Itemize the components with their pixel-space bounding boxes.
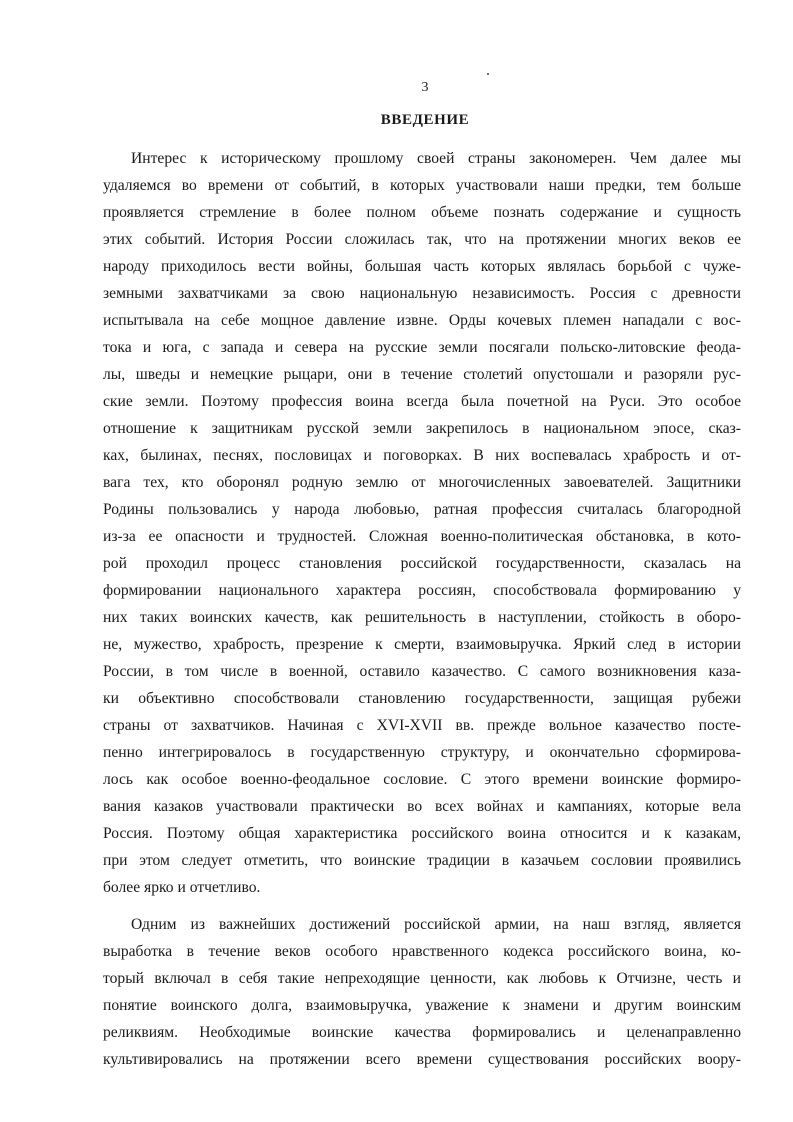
text-line: вания казаков участвовали практически во всех войнах и кампаниях, которые вела: [103, 798, 741, 815]
text-line: вага тех, кто оборонял родную землю от многочисленных завоевателей. Защитники: [103, 474, 741, 491]
text-line: пенно интегрировалось в государственную структуру, и окончательно сформирова-: [103, 744, 741, 761]
text-line: народу приходилось вести войны, большая часть которых являлась борьбой с чуже-: [103, 258, 741, 275]
text-line: ки объективно способствовали становлению государственности, защищая рубежи: [103, 690, 741, 707]
text-line: формировании национального характера россиян, способствовала формированию у: [103, 582, 741, 599]
text-line: выработка в течение веков особого нравственного кодекса российского воина, ко-: [103, 943, 741, 960]
text-line: реликвиям. Необходимые воинские качества формировались и целенаправленно: [103, 1024, 741, 1041]
text-line: отношение к защитникам русской земли закрепилось в национальном эпосе, сказ-: [103, 420, 741, 437]
text-line: Одним из важнейших достижений российской армии, на наш взгляд, является: [131, 916, 741, 933]
text-line: проявляется стремление в более полном объеме познать содержание и сущность: [103, 204, 741, 221]
text-line: рой проходил процесс становления российской государственности, сказалась на: [103, 555, 741, 572]
page-number: 3: [421, 80, 429, 95]
text-line: Родины пользовались у народа любовью, ратная профессия считалась благородной: [103, 501, 741, 518]
section-heading: ВВЕДЕНИЕ: [380, 112, 470, 128]
text-line: них таких воинских качеств, как решительность в наступлении, стойкость в оборо-: [103, 609, 741, 626]
text-line: ках, былинах, песнях, пословицах и поговорках. В них воспевалась храбрость и от-: [103, 447, 741, 464]
text-line: Россия. Поэтому общая характеристика российского воина относится и к казакам,: [103, 825, 741, 842]
text-line: торый включал в себя такие непреходящие ценности, как любовь к Отчизне, честь и: [103, 970, 741, 987]
text-line: понятие воинского долга, взаимовыручка, уважение к знамени и другим воинским: [103, 997, 741, 1014]
text-line: России, в том числе в военной, оставило казачество. С самого возникновения каза-: [103, 663, 741, 680]
text-line: Интерес к историческому прошлому своей страны закономерен. Чем далее мы: [131, 150, 741, 167]
text-line: страны от захватчиков. Начиная с XVI-XVII вв. прежде вольное казачество посте-: [103, 717, 741, 734]
text-line: ские земли. Поэтому профессия воина всегда была почетной на Руси. Это особое: [103, 393, 741, 410]
text-line: более ярко и отчетливо.: [103, 879, 261, 896]
text-line: тока и юга, с запада и севера на русские земли посягали польско-литовские феода-: [103, 339, 741, 356]
text-line: земными захватчиками за свою национальную независимость. Россия с древности: [103, 285, 741, 302]
text-line: лы, шведы и немецкие рыцари, они в течение столетий опустошали и разоряли рус-: [103, 366, 741, 383]
text-line: испытывала на себе мощное давление извне. Орды кочевых племен нападали с вос-: [103, 312, 741, 329]
text-line: удаляемся во времени от событий, в которых участвовали наши предки, тем больше: [103, 177, 741, 194]
scan-speck: [487, 73, 489, 75]
text-line: этих событий. История России сложилась так, что на протяжении многих веков ее: [103, 231, 741, 248]
text-line: из-за ее опасности и трудностей. Сложная военно-политическая обстановка, в кото-: [103, 528, 741, 545]
text-line: культивировались на протяжении всего времени существования российских воору-: [103, 1051, 741, 1068]
text-line: при этом следует отметить, что воинские традиции в казачьем сословии проявились: [103, 852, 741, 869]
text-line: не, мужество, храбрость, презрение к смерти, взаимовыручка. Яркий след в истории: [103, 636, 741, 653]
text-line: лось как особое военно-феодальное сословие. С этого времени воинские формиро-: [103, 771, 741, 788]
